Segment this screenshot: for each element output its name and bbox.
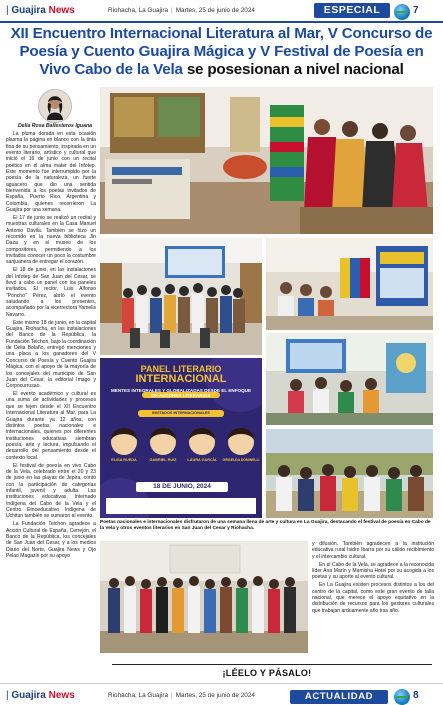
photo-caption: Poetas nacionales e internacionales disfrutaron de una semana llena de arte y cultura en La Guajira, destacando el festival de poesía en Cabo de la Vela y otros eventos literarios en San Juan del Cesar y Riohacha. [100,520,431,531]
footer-meta: Riohacha, La Guajira | Martes, 25 de junio de 2024 [108,692,255,699]
footer-page-number: 8 [413,690,419,701]
article-column-right [312,541,434,616]
masthead-logo: | Guajira News [6,5,75,16]
article-headline [6,25,437,79]
footer-date: Martes, 25 de junio de 2024 [175,692,255,699]
photo-stage-group [100,87,433,234]
author-byline: Delia Rosa Ballesteros Iguana [17,123,93,129]
paragraph: La pluma dorada en esta ocasión plasma la página en blanco con la tinta fina de su pensamiento, inspirada en un evento literario, artístico y cultural que inició el 16 de junio con un recital poético en el alma mater del Infotep. Este momento fue interrumpido por la poesía de la naturaleza, un fuerte aguacero que dio una sentida bienvenida a los poetas invitados de España, Puerto Rico, Argentina y Colombia, quienes recorrieron La Guajira por una semana. [6,131,96,214]
footer-masthead: | Guajira News [6,690,75,701]
headline-tail: se posesionan a nivel nacional [186,61,404,78]
paragraph: En La Guajira existen procesos distintos a los del centro de la capital, como este gran evento de talla nacional, que merece el apoyo equitativo en la distribución de recursos para los gestores culturales que trabajan arduamente año tras año. [312,582,434,614]
poster-speaker: GABRIEL RUIZ [149,458,177,462]
author-avatar [38,89,72,123]
poster-guests-label: INVITADOS INTERNACIONALES [152,411,210,415]
page-header [0,0,443,22]
poster-subtitle: MENTES INTEGRALES Y GLOBALIZADAS DESDE EL ENFOQUE DE AUTORES LITERARIOS [110,388,252,399]
header-meta: Riohacha, La Guajira | Martes, 25 de junio de 2024 [108,7,255,14]
section-badge: ESPECIAL [314,3,390,18]
paragraph: La Fundación Teichon agradece a Acción Cultural de España, Cerrejón, el Banco de la República, los concejales de San Juan del Cesar, y a los medios Diario del Norte, Guajira News y Ojo Pelao Magazin por su apoyo [6,521,96,559]
photo-outdoor-group [266,429,433,518]
panel-poster [100,358,262,518]
footer-location: Riohacha, La Guajira [108,692,169,699]
poster-speaker: ELISA RUEDA [111,458,137,462]
paragraph: El 17 de junio se realizó un recital y muestras culturales en la Casa Manuel Antonio Dávila. También se hizo un recorrido en la nueva biblioteca Jin Daza y en el museo de los compositores, permitiendo a los invitados conocer un poco la costumbre sanjuanera de entregar el corazón. [6,215,96,266]
photo-library-group [100,238,262,355]
closing-rule [112,664,432,665]
footer-globe-icon [394,689,410,705]
article-column-left [6,131,96,561]
poster-speaker: GRISELDA DOMINELLI [222,458,260,462]
header-divider [0,21,443,23]
poster-speaker: LAURA GARCÍA [187,458,217,462]
poster-title-line: INTERNACIONAL [135,373,227,385]
poster-title [100,364,262,384]
page-number: 7 [413,5,419,16]
poster-title-line: PANEL LITERARIO [140,364,222,374]
paragraph: Este mismo 18 de junio, en la capital Guajira, Riohacha, en las instalaciones del Banco de la República, la Fundación Teichon, bajo la coordinación de Delia Bolaño, entregó menciones y una placa a los ganadores del V Concurso de Poesía y Cuento Guajira Mágica, con el apoyo de la mayoría de los concejales del municipio de San Juan del Cesar, la editorial Imago y Corpocurrusao. [6,319,96,390]
footer-section-badge: ACTUALIDAD [290,690,388,704]
paragraph: El 18 de junio, en las instalaciones del Infotep de San Juan del Cesar, se llevó a cabo un panel con los paneles invitados. El rector, Luis Alfonso "Poncho" Pérez, abrió el evento saludando a los presentes, acompañado por la vicerrectora Yamelis Navarro. [6,267,96,318]
header-location: Riohacha, La Guajira [108,7,169,14]
poster-date: 18 DE JUNIO, 2024 [153,483,211,490]
paragraph: y difusión. También agradecen a la institución educativa rural Isidro Ibarra por su cálido recibimiento y el intercambio cultural. [312,541,434,560]
header-date: Martes, 25 de junio de 2024 [175,7,255,14]
globe-icon [394,4,410,20]
paragraph: El festival de poesía en vivo Cabo de la Vela, celebrado entre el 20 y 23 de junio en las playas de Jepira, contó con la participación de categorías infantil, juvenil y adulta. Las instituciones educativas Internado Indígena del Cabo de la Vela y el Centro Etnoeducativo Indígena de Uchitun también se sumaron al evento. [6,462,96,520]
photo-recital [266,333,433,425]
paragraph: En el Cabo de la Vela, se agradece a la reconocida líder Ana Marín y Mamisha Hotel por su acogida a los poetas y su aporte al evento cultural. [312,561,434,581]
paragraph: El evento académico y cultural es una suma de actividades y procesos que se tejen desde el XII Encuentro Internacional Literatura al Mar, para La Guajira durante ya 12 años, con distintos poetas nacionales e internacionales, quienes por diferentes instituciones educativas siembran poesía, arte y lectura, impulsando el desarrollo del pensamiento desde el contexto local. [6,391,96,461]
closing-slogan: ¡LÉELO Y PÁSALO! [100,668,434,678]
headline-main: XII Encuentro Internacional Literatura al Mar, V Concurso de Poesía y Cuento Guajira Mágica y V Festival de Poesía en Vivo Cabo de la Vela [10,25,433,78]
photo-classroom [266,238,433,330]
footer-divider [0,683,443,684]
photo-bottom-group [100,541,308,653]
